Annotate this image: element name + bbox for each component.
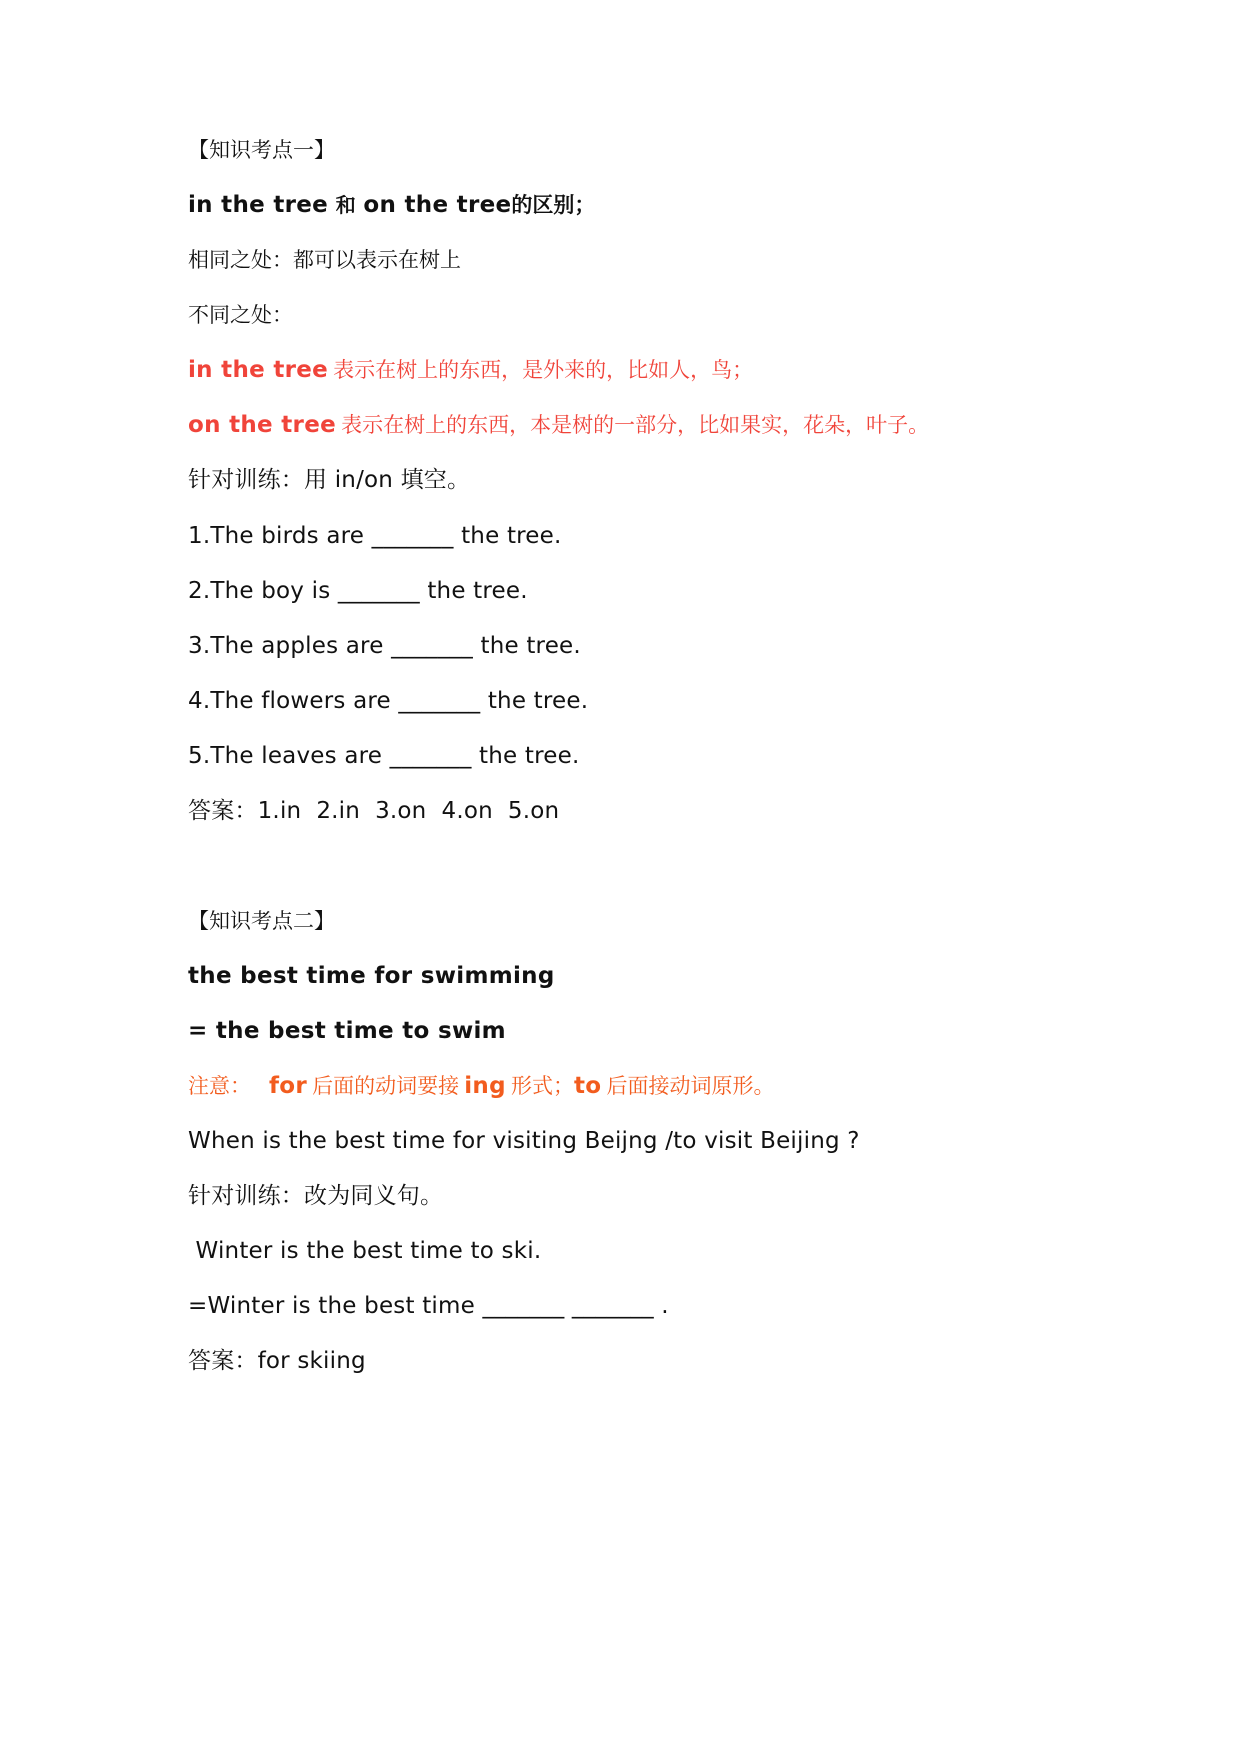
- question-3: 3.The apples are _______ the tree.: [188, 633, 581, 659]
- note-mid2: 形式；: [510, 1074, 574, 1098]
- on-tree-term: on the tree: [188, 412, 336, 438]
- topic-on-the-tree: on the tree: [363, 192, 512, 218]
- original-sentence: Winter is the best time to ski.: [188, 1238, 542, 1264]
- same-point: 相同之处：都可以表示在树上: [188, 248, 461, 272]
- note-end: 后面接动词原形。: [606, 1074, 775, 1098]
- note-ing: ing: [464, 1073, 506, 1099]
- section2-heading: 【知识考点二】: [188, 909, 335, 933]
- section1-heading: 【知识考点一】: [188, 138, 335, 162]
- in-tree-meaning: 表示在树上的东西，是外来的，比如人，鸟；: [333, 358, 754, 382]
- note-line: [188, 1075, 774, 1098]
- section1-topic: [188, 194, 595, 217]
- on-tree-explanation: [188, 414, 929, 437]
- phrase-to-swim: = the best time to swim: [188, 1018, 506, 1044]
- example-sentence: When is the best time for visiting Beijng /to visit Beijing ?: [188, 1128, 860, 1154]
- in-tree-term: in the tree: [188, 357, 329, 383]
- question-2: 2.The boy is _______ the tree.: [188, 578, 528, 604]
- topic-and: 和: [335, 193, 356, 217]
- note-to: to: [573, 1073, 602, 1099]
- phrase-for-swimming: the best time for swimming: [188, 963, 555, 989]
- note-for: for: [269, 1073, 308, 1099]
- practice2-title: 针对训练：改为同义句。: [188, 1183, 444, 1209]
- answer-1: 答案：1.in 2.in 3.on 4.on 5.on: [188, 798, 560, 824]
- rewrite-sentence: =Winter is the best time _______ _______ .: [188, 1293, 669, 1319]
- note-label: 注意：: [188, 1074, 251, 1098]
- note-mid1: 后面的动词要接: [312, 1074, 460, 1098]
- question-4: 4.The flowers are _______ the tree.: [188, 688, 589, 714]
- topic-in-the-tree: in the tree: [188, 192, 329, 218]
- in-tree-explanation: [188, 359, 753, 382]
- topic-difference: 的区别；: [511, 193, 596, 217]
- practice1-title: 针对训练：用 in/on 填空。: [188, 467, 471, 493]
- difference-label: 不同之处：: [188, 303, 293, 327]
- on-tree-meaning: 表示在树上的东西，本是树的一部分，比如果实，花朵，叶子。: [341, 413, 930, 437]
- question-1: 1.The birds are _______ the tree.: [188, 523, 562, 549]
- document-page: [188, 0, 1188, 1754]
- question-5: 5.The leaves are _______ the tree.: [188, 743, 580, 769]
- answer-2: 答案：for skiing: [188, 1348, 366, 1374]
